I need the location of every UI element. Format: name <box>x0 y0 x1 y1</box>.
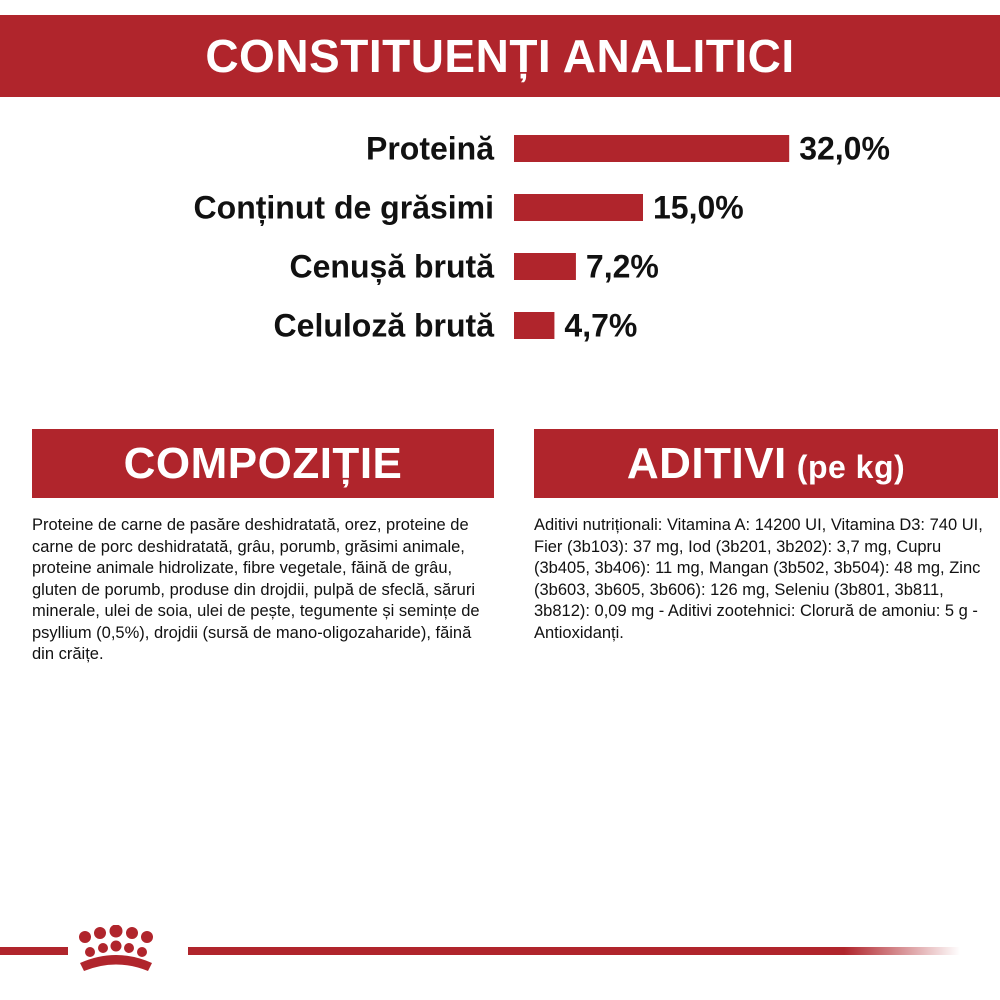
section-title-analytic-text: CONSTITUENȚI ANALITICI <box>205 30 795 82</box>
bar-category-label: Celuloză brută <box>273 307 494 344</box>
bar <box>514 194 643 221</box>
section-title-analytic <box>0 15 1000 97</box>
footer-band <box>0 925 1000 985</box>
bar-category-label: Proteină <box>365 130 494 167</box>
additives-subtitle-text: (pe kg) <box>796 449 906 485</box>
analytic-bar-chart <box>0 115 1000 360</box>
bar-value-label: 7,2% <box>585 248 659 285</box>
bar-value-label: 32,0% <box>799 130 890 167</box>
composition-title-text: COMPOZIȚIE <box>123 438 403 488</box>
bar-category-label: Cenușă brută <box>289 248 494 285</box>
bar-value-label: 15,0% <box>653 189 744 226</box>
composition-text: Proteine de carne de pasăre deshidratată, orez, proteine de carne de porc deshidratată, grâu, porumb, grăsimi animale, proteine animale hidrolizate, fibre vegetale, făină de grâu, gluten de porumb, produse din drojdii, pulpă de sfeclă, săruri minerale, ulei de soia, ulei de pește, tegumente și semințe de psyllium (0,5%), drojdii (sursă de mano-oligozaharide), făină din crăițe. <box>32 516 480 663</box>
bar <box>514 312 554 339</box>
footer-line-right <box>188 947 960 955</box>
bar <box>514 135 789 162</box>
section-title-additives <box>534 429 998 498</box>
bar-value-label: 4,7% <box>564 307 638 344</box>
additives-title-text: ADITIVI <box>626 438 787 488</box>
crown-logo-icon <box>79 925 153 971</box>
section-title-composition <box>32 429 494 498</box>
footer-line-left <box>0 947 68 955</box>
additives-text: Aditivi nutriționali: Vitamina A: 14200 UI, Vitamina D3: 740 UI, Fier (3b103): 37 mg, Iod (3b201, 3b202): 3,7 mg, Cupru (3b405, 3b406): 11 mg, Mangan (3b502, 3b504): 48 mg, Zinc (3b603, 3b605, 3b606): 126 mg, Seleniu (3b801, 3b811, 3b812): 0,09 mg - Aditivi zootehnici: Clorură de amoniu: 5 g - Antioxidanți. <box>534 516 983 642</box>
bar <box>514 253 576 280</box>
bar-category-label: Conținut de grăsimi <box>193 189 494 226</box>
